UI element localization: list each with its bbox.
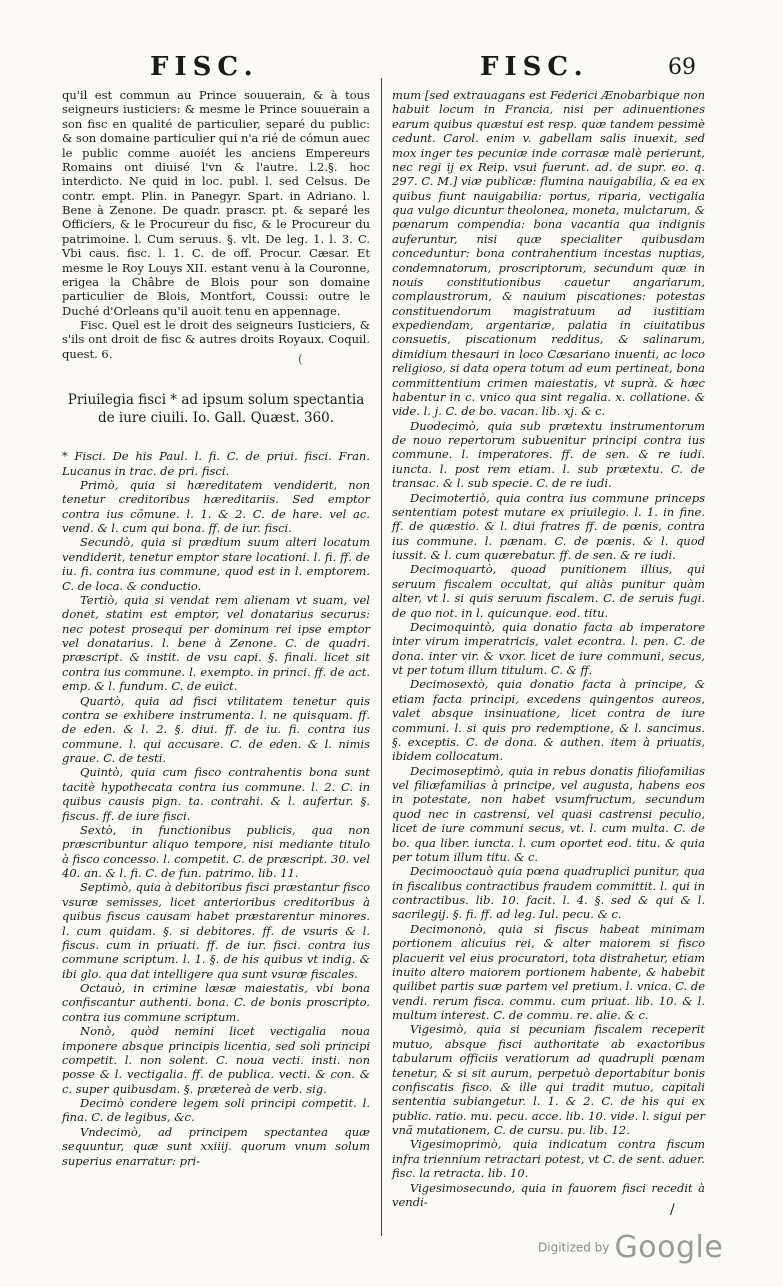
privilege-item: Tertiò, quia si vendat rem alienam vt suam, vel donet, statim est emptor, vel donatarius securus: nec potest prosequi per dominum rei ipse emptor vel donatarius. l. bene à Zenone. C. de quadri. præscript. & instit. de vsu capi. §. finali. licet sit contra ius commune. l. exempto. in princi. ff. de act. emp. & l. fundum. C. de euict. <box>62 592 370 694</box>
watermark-prefix: Digitized by <box>538 1240 610 1255</box>
digitized-watermark <box>538 1230 723 1265</box>
privilege-item: Decimooctauò quia pœna quadruplici punitur, qua in fiscalibus contractibus fraudem committit. l. qui in contractibus. lib. 10. facit. l. 4. §. sed & qui & l. sacrilegij. §. fi. ff. ad leg. Iul. pecu. & c. <box>392 864 705 922</box>
privilege-note: * Fisci. De his Paul. l. fi. C. de priui. fisci. Fran. Lucanus in trac. de pri. fisci. <box>62 449 370 478</box>
section-heading: Priuilegia fisci * ad ipsum solum spectantia de iure ciuili. Io. Gall. Quæst. 360. <box>67 392 365 427</box>
right-column <box>392 88 705 1209</box>
privilege-item: Septimò, quia à debitoribus fisci præstantur fisco vsuræ semisses, licet anterioribus creditoribus à quibus fiscus causam habet præstarentur minores. l. cum quidam. §. si debitores. ff. de vsuris & l. fiscus. cum in priuati. ff. de iur. fisci. contra ius commune scriptum. l. 1. §. de his quibus vt indig. & ibi glo. qua dat intelligere qua sunt vsuræ fiscales. <box>62 880 370 981</box>
privilege-item: Decimotertiò, quia contra ius commune princeps sententiam potest mutare ex priuilegio. l. 1. in fine. ff. de quæstio. & l. diui fratres ff. de pœnis, contra ius commune. l. pænam. C. de pœnis. & l. quod iussit. & l. cum quærebatur. ff. de sen. & re iudi. <box>392 490 705 562</box>
privilege-item: Decimò condere legem soli principi competit. l. fina. C. de legibus, &c. <box>62 1096 370 1125</box>
privilege-item: Duodecimò, quia sub prætextu instrumentorum de nouo repertorum subuenitur principi contra ius commune. l. imperatores. ff. de sen. & re iudi. iuncta. l. post rem etiam. l. sub prætextu. C. de transac. & l. sub specie. C. de re iudi. <box>392 418 705 491</box>
privilege-continuation: mum [sed extrauagans est Federici Ænobarbique non habuit locum in Francia, nisi per adinuentiones earum quibus quæstui est resp. quæ tandem pessimè cedunt. Carol. enim v. gabellam salis inuexit, sed mox inger tes pecuniæ inde corrasæ malè perierunt, nec regi ij ex Reip. vsui fuerunt. ad. de supr. eo. q. 297. C. M.] viæ publicæ: flumina nauigabilia, & ea ex quibus fiunt nauigabilia: portus, riparia, vectigalia qua vulgo dicuntur theolonea, moneta, mulctarum, & pœnarum compendia: bona vacantia qua indignis auferuntur, nisi quæ specialiter quibusdam conceduntur: bona contrahentium incestas nuptias, condemnatorum, proscriptorum, secundum quæ in nouis constitutionibus cauetur angariarum, complaustrorum, & nauium piscationes: potestas constituendorum magistratuum ad iustitiam expediendam, argentariæ, palatia in ciuitatibus consuetis, piscationum redditus, & salinarum, dimidium thesauri in loco Cæsariano inuenti, ac loco religioso, si data opera totum ad eum pertineat, bona committentium crimen maiestatis, vt suprà. & hæc habentur in c. vnico qua sint regalia. x. collatione. & vide. l. j. C. de bo. vacan. lib. xj. & c. <box>392 88 705 419</box>
privilege-item: Quartò, quia ad fisci vtilitatem tenetur quis contra se exhibere instrumenta. l. ne quisquam. ff. de eden. & l. 2. §. diui. ff. de iu. fi. contra ius commune. l. qui accusare. C. de eden. & l. nimis graue. C. de testi. <box>62 693 370 765</box>
privilege-item: Secundò, quia si prædium suum alteri locatum vendiderit, tenetur emptor stare locationi. l. fi. ff. de iu. fi. contra ius commune, quod est in l. emptorem. C. de loca. & conductio. <box>62 535 370 593</box>
privilege-item: Decimosextò, quia donatio facta à principe, & etiam facta principi, excedens quingentos aureos, valet absque insinuatione, licet contra de iure communi. l. si quis pro redemptione, & l. sancimus. §. exceptis. C. de dona. & authen. item à priuatis, ibidem collocatum. <box>392 677 705 764</box>
privilege-item: Decimoseptimò, quia in rebus donatis filiofamilias vel filiæfamilias à principe, vel augusta, habens eos in potestate, non habet vsumfructum, secundum quod nec in castrensi, vel quasi castrensi peculio, licet de iure communi secus, vt. l. cum multa. C. de bo. qua liber. iuncta. l. cum oportet eod. titu. & quia per totum illum titu. & c. <box>392 763 705 864</box>
google-logo: Google <box>614 1230 724 1265</box>
column-divider <box>381 78 382 1236</box>
margin-mark: ( <box>298 352 303 366</box>
privilege-item: Vigesimosecundo, quia in fauorem fisci recedit à vendi- <box>392 1180 705 1209</box>
page-number: 69 <box>668 55 696 80</box>
privilege-item: Quintò, quia cum fisco contrahentis bona sunt tacitè hypothecata contra ius commune. l. 2. C. in quibus causis pign. ta. contrahi. & l. aufertur. §. fiscus. ff. de iure fisci. <box>62 765 370 823</box>
privilege-item: Sextò, in functionibus publicis, qua non præscribuntur aliquo tempore, nisi mediante titulo à fisco concesso. l. competit. C. de præscript. 30. vel 40. an. & l. fi. C. de fun. patrimo. lib. 11. <box>62 822 370 880</box>
left-column <box>62 88 370 1168</box>
privilege-item: Decimoquartò, quoad punitionem illius, qui seruum fiscalem occultat, qui aliàs punitur quàm alter, vt l. si quis seruum fiscalem. C. de seruis fugi. de quo not. in l. quicunque. eod. titu. <box>392 562 705 620</box>
privilege-item: Octauò, in crimine læsæ maiestatis, vbi bona confiscantur authenti. bona. C. de bonis proscripto. contra ius commune scriptum. <box>62 981 370 1024</box>
privilege-item: Vigesimò, quia si pecuniam fiscalem receperit mutuo, absque fisci authoritate ab exactoribus tabularum officiis veratiorum ad quadrupli pœnam tenetur, & si sit aurum, perpetuò deportabitur bonis confiscatis fisco. & ille qui tradit mutuo, capitali sententia subiangetur. l. 1. & 2. C. de his qui ex public. ratio. mu. pecu. acce. lib. 10. vide. l. sigui per vnã mutationem, C. de cursu. pu. lib. 12. <box>392 1022 705 1137</box>
privilege-item: Decimoquintò, quia donatio facta ab imperatore inter virum imperatricis, valet econtra. l. pen. C. de dona. inter vir. & vxor. licet de iure communi, secus, vt per totum illum titulum. C. & ff. <box>392 619 705 677</box>
left-paragraph-2: Fisc. Quel est le droit des seigneurs Iusticiers, & s'ils ont droit de fisc & autres droits Royaux. Coquil. quest. 6. <box>62 318 370 361</box>
privilege-item: Primò, quia si hæreditatem vendiderit, non tenetur creditoribus hæreditariis. Sed emptor contra ius cõmune. l. 1. & 2. C. de hare. vel ac. vend. & l. cum qui bona. ff. de iur. fisci. <box>62 477 370 535</box>
privilege-item: Vigesimoprimò, quia indicatum contra fiscum infra triennium retractari potest, vt C. de sent. aduer. fisc. la retracta. lib. 10. <box>392 1137 705 1181</box>
running-head-right: FISC. <box>480 52 589 82</box>
privilege-item: Decimononò, quia si fiscus habeat minimam portionem alicuius rei, & alter maiorem si fisco placuerit vel eius procuratori, tota distrahetur, etiam inuito altero maiorem portionem habente, & habebit quilibet partis suæ partem vel pretium. l. vnica. C. de vendi. rerum fisca. commu. cum priuat. lib. 10. & l. multum interest. C. de commu. re. alie. & c. <box>392 921 705 1022</box>
privilege-item: Nonò, quòd nemini licet vectigalia noua imponere absque principis licentia, sed soli principi competit. l. non solent. C. noua vecti. insti. non posse & l. vectigalia. ff. de publica. vecti. & con. & c. super quibusdam. §. prætereà de verb. sig. <box>62 1024 370 1096</box>
left-paragraph-1: qu'il est commun au Prince souuerain, & à tous seigneurs iusticiers: & mesme le Prince souuerain a son fisc en qualité de particulier, separé du public: & son domaine particulier qui n'a rié de cómun auec le public comme auoiét les anciens Empereurs Romains ont diuisé l'vn & l'autre. l.2.§. hoc interdicto. Ne quid in loc. publ. l. sed Celsus. De contr. empt. Plin. in Panegyr. Spart. in Adriano. l. Bene à Zenone. De quadr. prascr. pt. & separé les Officiers, & le Procureur du fisc, & le Procureur du patrimoine. l. Cum seruus. §. vlt. De leg. 1. l. 3. C. Vbi caus. fisc. l. 1. C. de off. Procur. Cæsar. Et mesme le Roy Louys XII. estant venu à la Couronne, erigea la Châbre de Blois pour son domaine particulier de Blois, Montfort, Coussi: outre le Duché d'Orleans qu'il auoit tenu en appennage. <box>62 88 370 318</box>
privilege-item: Vndecimò, ad principem spectantea quæ sequuntur, quæ sunt xxiiij. quorum vnum solum superius enarratur: pri- <box>62 1124 370 1168</box>
stray-mark: / <box>670 1202 675 1218</box>
running-head-left: FISC. <box>150 52 259 82</box>
